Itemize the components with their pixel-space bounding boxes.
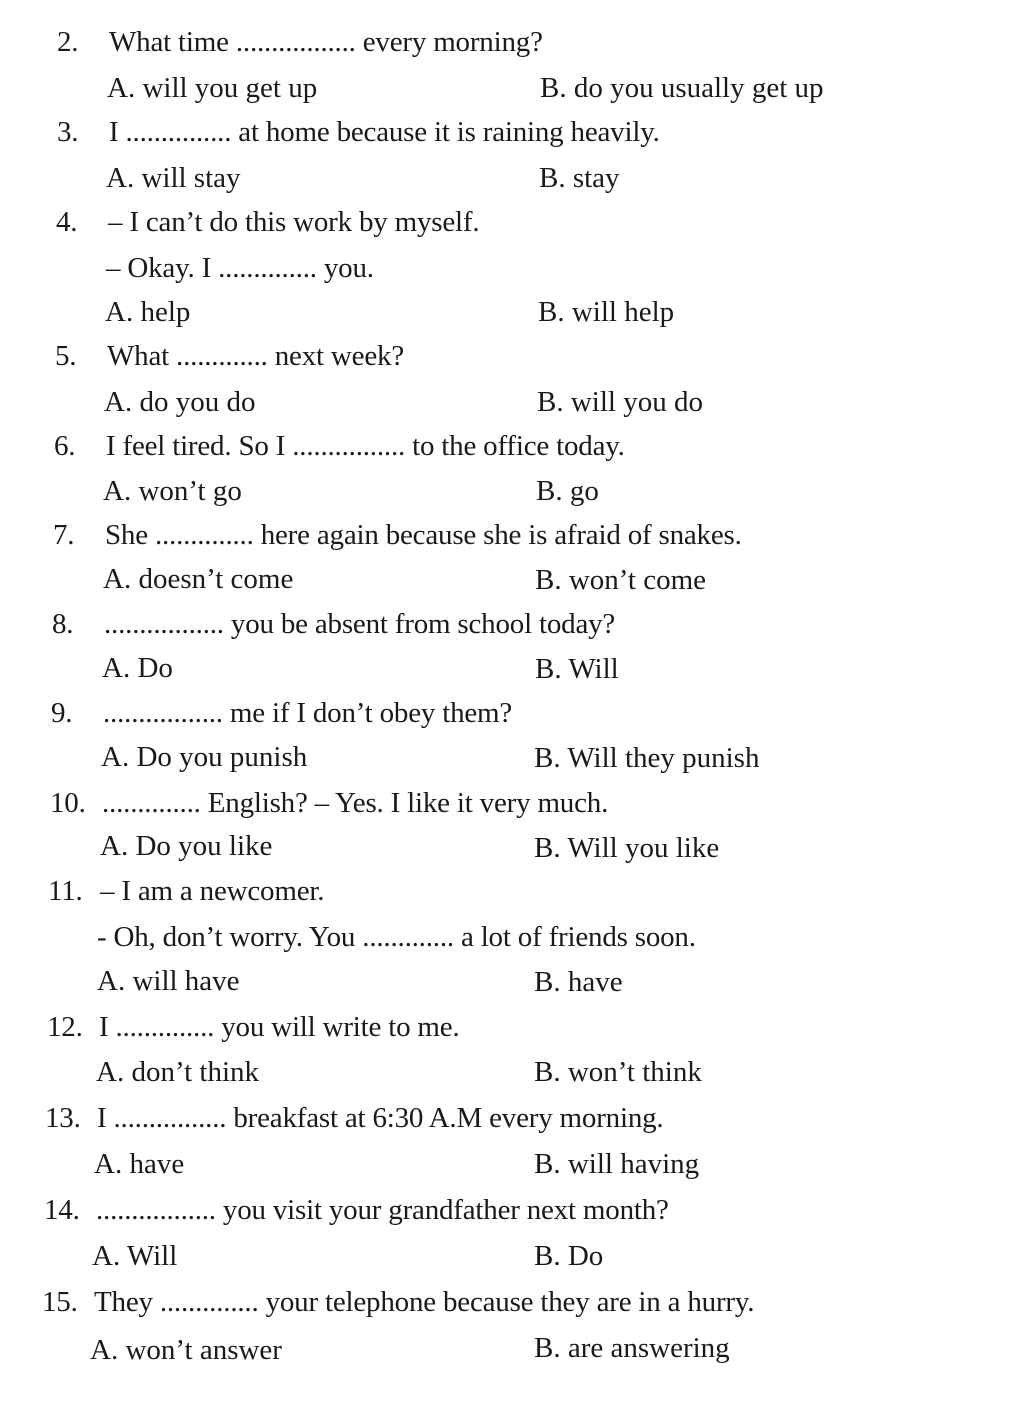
question-text: – I can’t do this work by myself. [108, 206, 480, 238]
question-3 [57, 118, 660, 147]
question-text: I .............. you will write to me. [99, 1011, 460, 1043]
option-a: A. Do you like [100, 830, 273, 862]
option-b: B. have [534, 966, 623, 998]
question-number: 9. [51, 697, 73, 729]
option-a: A. won’t go [103, 475, 242, 507]
question-number: 11. [48, 875, 83, 907]
option-b: B. stay [539, 162, 620, 194]
option-a: A. doesn’t come [103, 563, 294, 595]
question-text: I ................ breakfast at 6:30 A.M every morning. [97, 1102, 664, 1134]
question-text: I feel tired. So I ................ to the office today. [106, 430, 625, 462]
question-6 [54, 432, 625, 461]
question-number: 7. [53, 519, 75, 551]
option-a: A. don’t think [96, 1056, 259, 1088]
question-text: – I am a newcomer. [100, 875, 325, 907]
question-text: .............. English? – Yes. I like it very much. [102, 787, 609, 819]
question-number: 5. [55, 340, 77, 372]
question-number: 6. [54, 430, 76, 462]
option-a: A. will stay [106, 162, 241, 194]
option-a: A. will have [97, 965, 240, 997]
question-15 [42, 1288, 754, 1317]
option-b: B. will you do [537, 386, 703, 418]
question-number: 3. [57, 116, 79, 148]
question-text: They .............. your telephone because they are in a hurry. [94, 1286, 755, 1318]
option-b: B. Will you like [534, 832, 720, 864]
question-number: 12. [47, 1011, 83, 1043]
option-b: B. won’t think [534, 1056, 702, 1088]
option-b: B. won’t come [535, 564, 707, 596]
question-8 [52, 610, 615, 639]
question-text: ................. me if I don’t obey them? [103, 697, 513, 729]
question-number: 10. [50, 787, 86, 819]
question-number: 15. [42, 1286, 78, 1318]
question-text: I ............... at home because it is raining heavily. [109, 116, 660, 148]
question-number: 14. [44, 1194, 80, 1226]
question-9 [51, 699, 512, 728]
option-a: A. do you do [104, 386, 256, 418]
option-b: B. Do [534, 1240, 604, 1272]
option-a: A. Do you punish [101, 741, 308, 773]
question-text: ................. you visit your grandfather next month? [96, 1194, 669, 1226]
option-a: A. have [94, 1148, 185, 1180]
option-b: B. will having [534, 1148, 700, 1180]
question-5 [55, 342, 404, 371]
option-b: B. are answering [534, 1332, 730, 1364]
option-a: A. help [105, 296, 191, 328]
question-12 [47, 1013, 460, 1042]
question-text: ................. you be absent from school today? [104, 608, 616, 640]
question-7 [53, 521, 742, 550]
option-b: B. Will [535, 653, 619, 685]
question-number: 2. [57, 26, 79, 58]
question-10 [50, 789, 608, 818]
option-a: A. will you get up [107, 72, 318, 104]
question-11 [48, 877, 324, 906]
option-a: A. Do [102, 652, 173, 684]
question-text: What time ................. every morning? [109, 26, 543, 58]
question-14 [44, 1196, 669, 1225]
option-b: B. do you usually get up [540, 72, 824, 104]
question-number: 13. [45, 1102, 81, 1134]
question-4-line-2: – Okay. I .............. you. [106, 252, 374, 284]
option-b: B. Will they punish [534, 742, 760, 774]
question-4 [56, 208, 479, 237]
option-b: B. will help [538, 296, 675, 328]
option-a: A. Will [92, 1240, 178, 1272]
option-a: A. won’t answer [90, 1334, 282, 1366]
question-13 [45, 1104, 663, 1133]
question-number: 4. [56, 206, 78, 238]
question-11-line-2: - Oh, don’t worry. You ............. a lot of friends soon. [97, 921, 696, 953]
option-b: B. go [536, 475, 599, 507]
question-2 [57, 28, 543, 57]
question-text: She .............. here again because she is afraid of snakes. [105, 519, 742, 551]
question-text: What ............. next week? [107, 340, 404, 372]
question-number: 8. [52, 608, 74, 640]
